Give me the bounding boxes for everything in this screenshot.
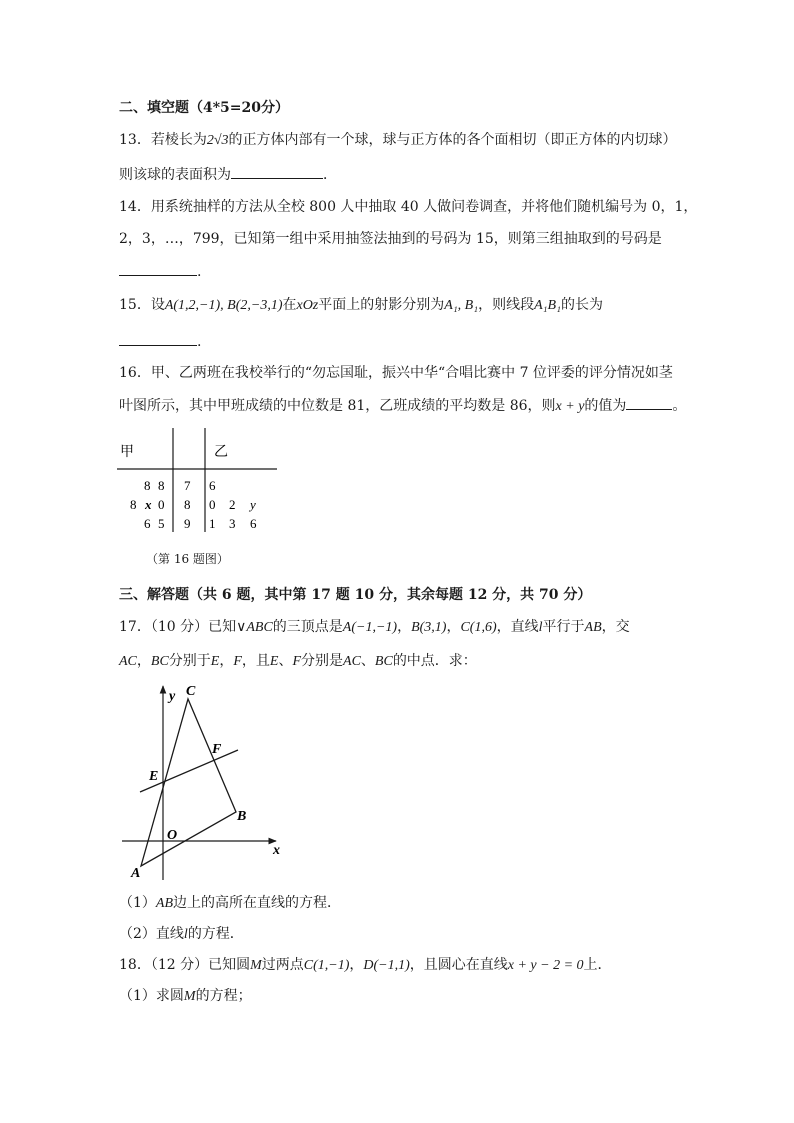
- q13-line2: [119, 164, 337, 185]
- q17-e2: E: [269, 654, 279, 669]
- q14-line1: 14．用系统抽样的方法从全校 800 人中抽取 40 人做问卷调查，并将他们随机编号为 0，1，: [119, 199, 698, 215]
- q17-sub1-text: 边上的高所在直线的方程．: [173, 895, 342, 911]
- q14-line2: 2，3，…，799，已知第一组中采用抽签法抽到的号码为 15，则第三组抽取到的号码是: [119, 231, 662, 247]
- q13-answer-blank: [231, 164, 323, 179]
- q17-text3: ，直线: [496, 619, 539, 635]
- stem-value: 7: [184, 478, 191, 493]
- q15-end: .: [197, 334, 202, 350]
- q15-text4: ，则线段: [478, 297, 535, 313]
- q16-math: x + y: [555, 399, 585, 414]
- q15-plane: xOz: [296, 298, 319, 313]
- q16-line1: 16．甲、乙两班在我校举行的“勿忘国耻，振兴中华“合唱比赛中 7 位评委的评分情况如茎: [119, 365, 673, 381]
- stem-value: 9: [184, 516, 191, 531]
- q15-line2: [119, 331, 201, 352]
- leaf-right: y: [250, 497, 256, 512]
- q17-text: 17．（10 分）已知: [119, 619, 237, 635]
- leaf-left: x: [145, 497, 152, 512]
- q18-point-c: C(1,−1): [303, 958, 350, 973]
- q16-text: 叶图所示，其中甲班成绩的中位数是 81，乙班成绩的平均数是 86，则: [119, 398, 556, 414]
- q15-proj: A₁, B₁: [444, 298, 479, 313]
- q17-sub1: [119, 893, 341, 914]
- stem-leaf-figure: [117, 428, 282, 538]
- q18-sub1: [119, 986, 252, 1007]
- leaf-left: 8: [130, 497, 137, 512]
- leaf-right: 1: [209, 516, 216, 531]
- q13-text2: 的正方体内部有一个球，球与正方体的各个面相切（即正方体的内切球）: [228, 132, 677, 148]
- q13-end: ．: [323, 167, 337, 183]
- q15-points: A(1,2,−1), B(2,−3,1): [164, 298, 283, 313]
- q17-text7: ，且: [241, 653, 270, 669]
- leaf-right: 2: [229, 497, 236, 512]
- q17-sub2: [119, 924, 244, 945]
- q18-end: 上．: [583, 957, 612, 973]
- label-e: E: [149, 769, 159, 784]
- q14-answer-blank: [119, 261, 197, 276]
- leaf-left: 6: [144, 516, 151, 531]
- q13-line1: [119, 130, 677, 151]
- label-f: F: [212, 742, 222, 757]
- q17-sub2-text: （2）直线: [119, 926, 184, 942]
- leaf-right: 6: [209, 478, 216, 493]
- q17-point-a: A(−1,−1): [342, 620, 398, 635]
- q17-text5: ，交: [601, 619, 630, 635]
- leaf-left: 0: [158, 497, 165, 512]
- leaf-left: 8: [158, 478, 165, 493]
- q15-text: 15．设: [119, 297, 165, 313]
- q15-answer-blank: [119, 331, 197, 346]
- stem-header-right: 乙: [214, 445, 228, 460]
- q18-sub1-text: （1）求圆: [119, 988, 184, 1004]
- section2-heading: 二、填空题（4*5=20分）: [119, 100, 290, 116]
- q15-seg: A₁B₁: [534, 298, 561, 313]
- q17-text9: 的中点．求：: [392, 653, 477, 669]
- label-c: C: [186, 684, 196, 699]
- label-y: y: [169, 689, 176, 704]
- stem-header-left: 甲: [120, 445, 134, 460]
- q16-figure-caption: （第 16 题图）: [146, 552, 229, 566]
- q17-text6: 分别于: [168, 653, 211, 669]
- q17-triangle: ∨ABC: [236, 620, 273, 635]
- q18-point-d: D(−1,1): [363, 958, 410, 973]
- q18-text3: ，且圆心在直线: [409, 957, 508, 973]
- leaf-right: 0: [209, 497, 216, 512]
- q15-text2: 在: [282, 297, 297, 313]
- q15-text3: 平面上的射影分别为: [318, 297, 445, 313]
- leaf-left: 8: [144, 478, 151, 493]
- q18-sub1-m: M: [183, 989, 196, 1004]
- q17-ac2: AC: [343, 654, 361, 669]
- q17-sub2-text2: 的方程．: [187, 926, 244, 942]
- q16-text2: 的值为: [584, 398, 627, 414]
- q15-line1: [119, 295, 603, 316]
- q14-end: .: [197, 264, 202, 280]
- label-o: O: [167, 828, 178, 843]
- q17-text8: 分别是: [301, 653, 344, 669]
- q17-ac: AC: [119, 654, 137, 669]
- q18-text2: 过两点: [261, 957, 304, 973]
- q15-text5: 的长为: [560, 297, 603, 313]
- section3-heading: 三、解答题（共 6 题，其中第 17 题 10 分，其余每题 12 分，共 70 分）: [119, 587, 592, 603]
- q17-text2: 的三顶点是: [272, 619, 343, 635]
- q17-text4: 平行于: [542, 619, 585, 635]
- label-x: x: [273, 843, 280, 858]
- q18-line1: 18．（12 分）已知圆M过两点C(1,−1)，D(−1,1)，且圆心在直线x + y − 2 = 0上．: [119, 957, 612, 973]
- q17-f2: F: [292, 654, 302, 669]
- q18-equation: x + y − 2 = 0: [507, 958, 584, 973]
- q17-sub1-num: （1）: [119, 895, 156, 911]
- q17-point-c: C(1,6): [460, 620, 497, 635]
- q16-line2: [119, 395, 686, 417]
- q17-sub2-l: l: [183, 927, 188, 942]
- leaf-right: 3: [229, 516, 236, 531]
- q17-bc2: BC: [374, 654, 393, 669]
- q17-f: F: [233, 654, 242, 669]
- q14-line3: [119, 261, 201, 282]
- label-a: A: [131, 866, 141, 880]
- q17-point-b: B(3,1): [411, 620, 447, 635]
- q17-line2: AC，BC分别于E，F，且E、F分别是AC、BC的中点．求：: [119, 653, 477, 669]
- stem-value: 8: [184, 497, 191, 512]
- q18-m: M: [250, 958, 262, 973]
- q18-sub1-text2: 的方程；: [195, 988, 252, 1004]
- q13-math: 2√3: [206, 133, 229, 148]
- q13-text: 13．若棱长为: [119, 132, 207, 148]
- q17-e: E: [210, 654, 220, 669]
- q16-end: 。: [672, 398, 687, 414]
- leaf-left: 5: [158, 516, 165, 531]
- q17-sep: ，: [136, 653, 151, 669]
- q17-bc: BC: [150, 654, 169, 669]
- q17-ab: AB: [584, 620, 602, 635]
- leaf-right: 6: [250, 516, 257, 531]
- q13-text3: 则该球的表面积为: [119, 167, 231, 183]
- q17-line-l: l: [538, 620, 543, 635]
- triangle-figure: [118, 680, 288, 880]
- q18-text: 18．（12 分）已知圆: [119, 957, 251, 973]
- q16-answer-blank: [626, 395, 672, 410]
- q17-sub1-ab: AB: [155, 896, 174, 911]
- q17-dun: 、: [278, 653, 293, 669]
- label-b: B: [237, 809, 247, 824]
- q17-line1: 17．（10 分）已知∨ABC的三顶点是A(−1,−1)，B(3,1)，C(1,6)，直线l平行于AB，交: [119, 619, 630, 635]
